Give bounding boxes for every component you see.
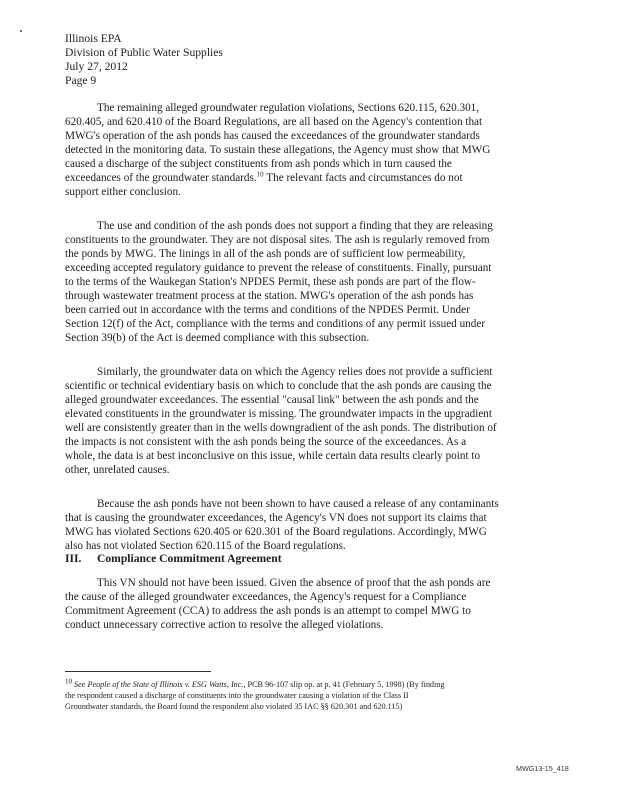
- section-title: Compliance Commitment Agreement: [97, 552, 282, 565]
- paragraph-line: Similarly, the groundwater data on which the Agency relies does not provide a sufficient: [97, 366, 493, 378]
- paragraph-line: the ponds by MWG. The linings in all of the ash ponds are of sufficient low permeability,: [65, 248, 466, 260]
- paragraph-text: The relevant facts and circumstances do not: [263, 172, 463, 184]
- paragraph-line: alleged groundwater exceedances. The essential "causal link" between the ash ponds and the: [65, 394, 479, 406]
- paragraph-line: the cause of the alleged groundwater exceedances, the Agency's request for a Compliance: [65, 591, 467, 603]
- paragraph-line: also has not violated Section 620.115 of the Board regulations.: [65, 540, 346, 552]
- paragraph-line: support either conclusion.: [65, 186, 181, 198]
- paragraph-text: exceedances of the groundwater standards.: [65, 172, 257, 184]
- scan-speck: [20, 30, 22, 32]
- header-page-number: Page 9: [65, 74, 97, 87]
- paragraph-line: Commitment Agreement (CCA) to address the ash ponds is an attempt to compel MWG to: [65, 605, 471, 617]
- footnote-line: [65, 679, 445, 690]
- paragraph-line: Because the ash ponds have not been shown to have caused a release of any contaminants: [97, 498, 499, 510]
- paragraph-line: through wastewater treatment process at the station. MWG's operation of the ash ponds has: [65, 290, 474, 302]
- header-division: Division of Public Water Supplies: [65, 46, 223, 59]
- paragraph-line: The remaining alleged groundwater regulation violations, Sections 620.115, 620.301,: [97, 102, 480, 114]
- paragraph-line: been carried out in accordance with the terms and conditions of the NPDES Permit. Under: [65, 304, 470, 316]
- paragraph-line: well are consistently greater than in the wells downgradient of the ash ponds. The distribution of: [65, 422, 497, 434]
- paragraph-line: exceeding accepted regulatory guidance to prevent the release of constituents. Finally, pursuant: [65, 262, 492, 274]
- footnote-citation: See People of the State of Illinois v. ESG Watts, Inc.: [74, 680, 244, 689]
- paragraph-line: to the terms of the Waukegan Station's NPDES Permit, these ash ponds are part of the flow-: [65, 276, 476, 288]
- paragraph-line: elevated constituents in the groundwater is missing. The groundwater impacts in the upgradient: [65, 408, 492, 420]
- paragraph-line: [65, 171, 463, 185]
- paragraph-line: detected in the monitoring data. To sustain these allegations, the Agency must show that MWG: [65, 144, 491, 156]
- footnote-reference: 10: [256, 170, 264, 179]
- footnote-divider: [65, 671, 211, 672]
- paragraph-line: the impacts is not consistent with the ash ponds being the source of the exceedances. As a: [65, 436, 467, 448]
- paragraph-line: 620.405, and 620.410 of the Board Regulations, are all based on the Agency's contention that: [65, 116, 483, 128]
- paragraph-line: whole, the data is at best inconclusive on this issue, while certain data results clearly point to: [65, 450, 481, 462]
- footnote-line: Groundwater standards, the Board found the respondent also violated 35 IAC §§ 620.301 and 620.115): [65, 702, 403, 711]
- paragraph-line: MWG's operation of the ash ponds has caused the exceedances of the groundwater standards: [65, 130, 480, 142]
- footnote-line: the respondent caused a discharge of constituents into the groundwater causing a violation of the Class II: [65, 691, 409, 700]
- paragraph-line: This VN should not have been issued. Given the absence of proof that the ash ponds are: [97, 577, 491, 589]
- paragraph-line: Section 12(f) of the Act, compliance with the terms and conditions of any permit issued under: [65, 318, 486, 330]
- paragraph-line: conduct unnecessary corrective action to resolve the alleged violations.: [65, 619, 384, 631]
- footnote-text: , PCB 96-107 slip op. at p. 41 (February 5, 1998) (By finding: [243, 680, 445, 689]
- paragraph-line: MWG has violated Sections 620.405 or 620.301 of the Board regulations. Accordingly, MWG: [65, 526, 487, 538]
- paragraph-line: constituents to the groundwater. They are not disposal sites. The ash is regularly removed from: [65, 234, 490, 246]
- footnote-marker: 10: [65, 677, 72, 686]
- header-date: July 27, 2012: [65, 60, 128, 73]
- section-number: III.: [65, 552, 82, 565]
- paragraph-line: Section 39(b) of the Act is deemed compliance with this subsection.: [65, 332, 370, 344]
- paragraph-line: The use and condition of the ash ponds does not support a finding that they are releasing: [97, 220, 493, 232]
- header-agency: Illinois EPA: [65, 32, 122, 45]
- paragraph-line: other, unrelated causes.: [65, 464, 170, 476]
- paragraph-line: that is causing the groundwater exceedances, the Agency's VN does not support its claims that: [65, 512, 487, 524]
- paragraph-line: scientific or technical evidentiary basis on which to conclude that the ash ponds are causing the: [65, 380, 492, 392]
- paragraph-line: caused a discharge of the subject constituents from ash ponds which in turn caused the: [65, 158, 452, 170]
- bates-stamp: MWG13-15_418: [516, 764, 569, 773]
- letter-header: [65, 32, 223, 88]
